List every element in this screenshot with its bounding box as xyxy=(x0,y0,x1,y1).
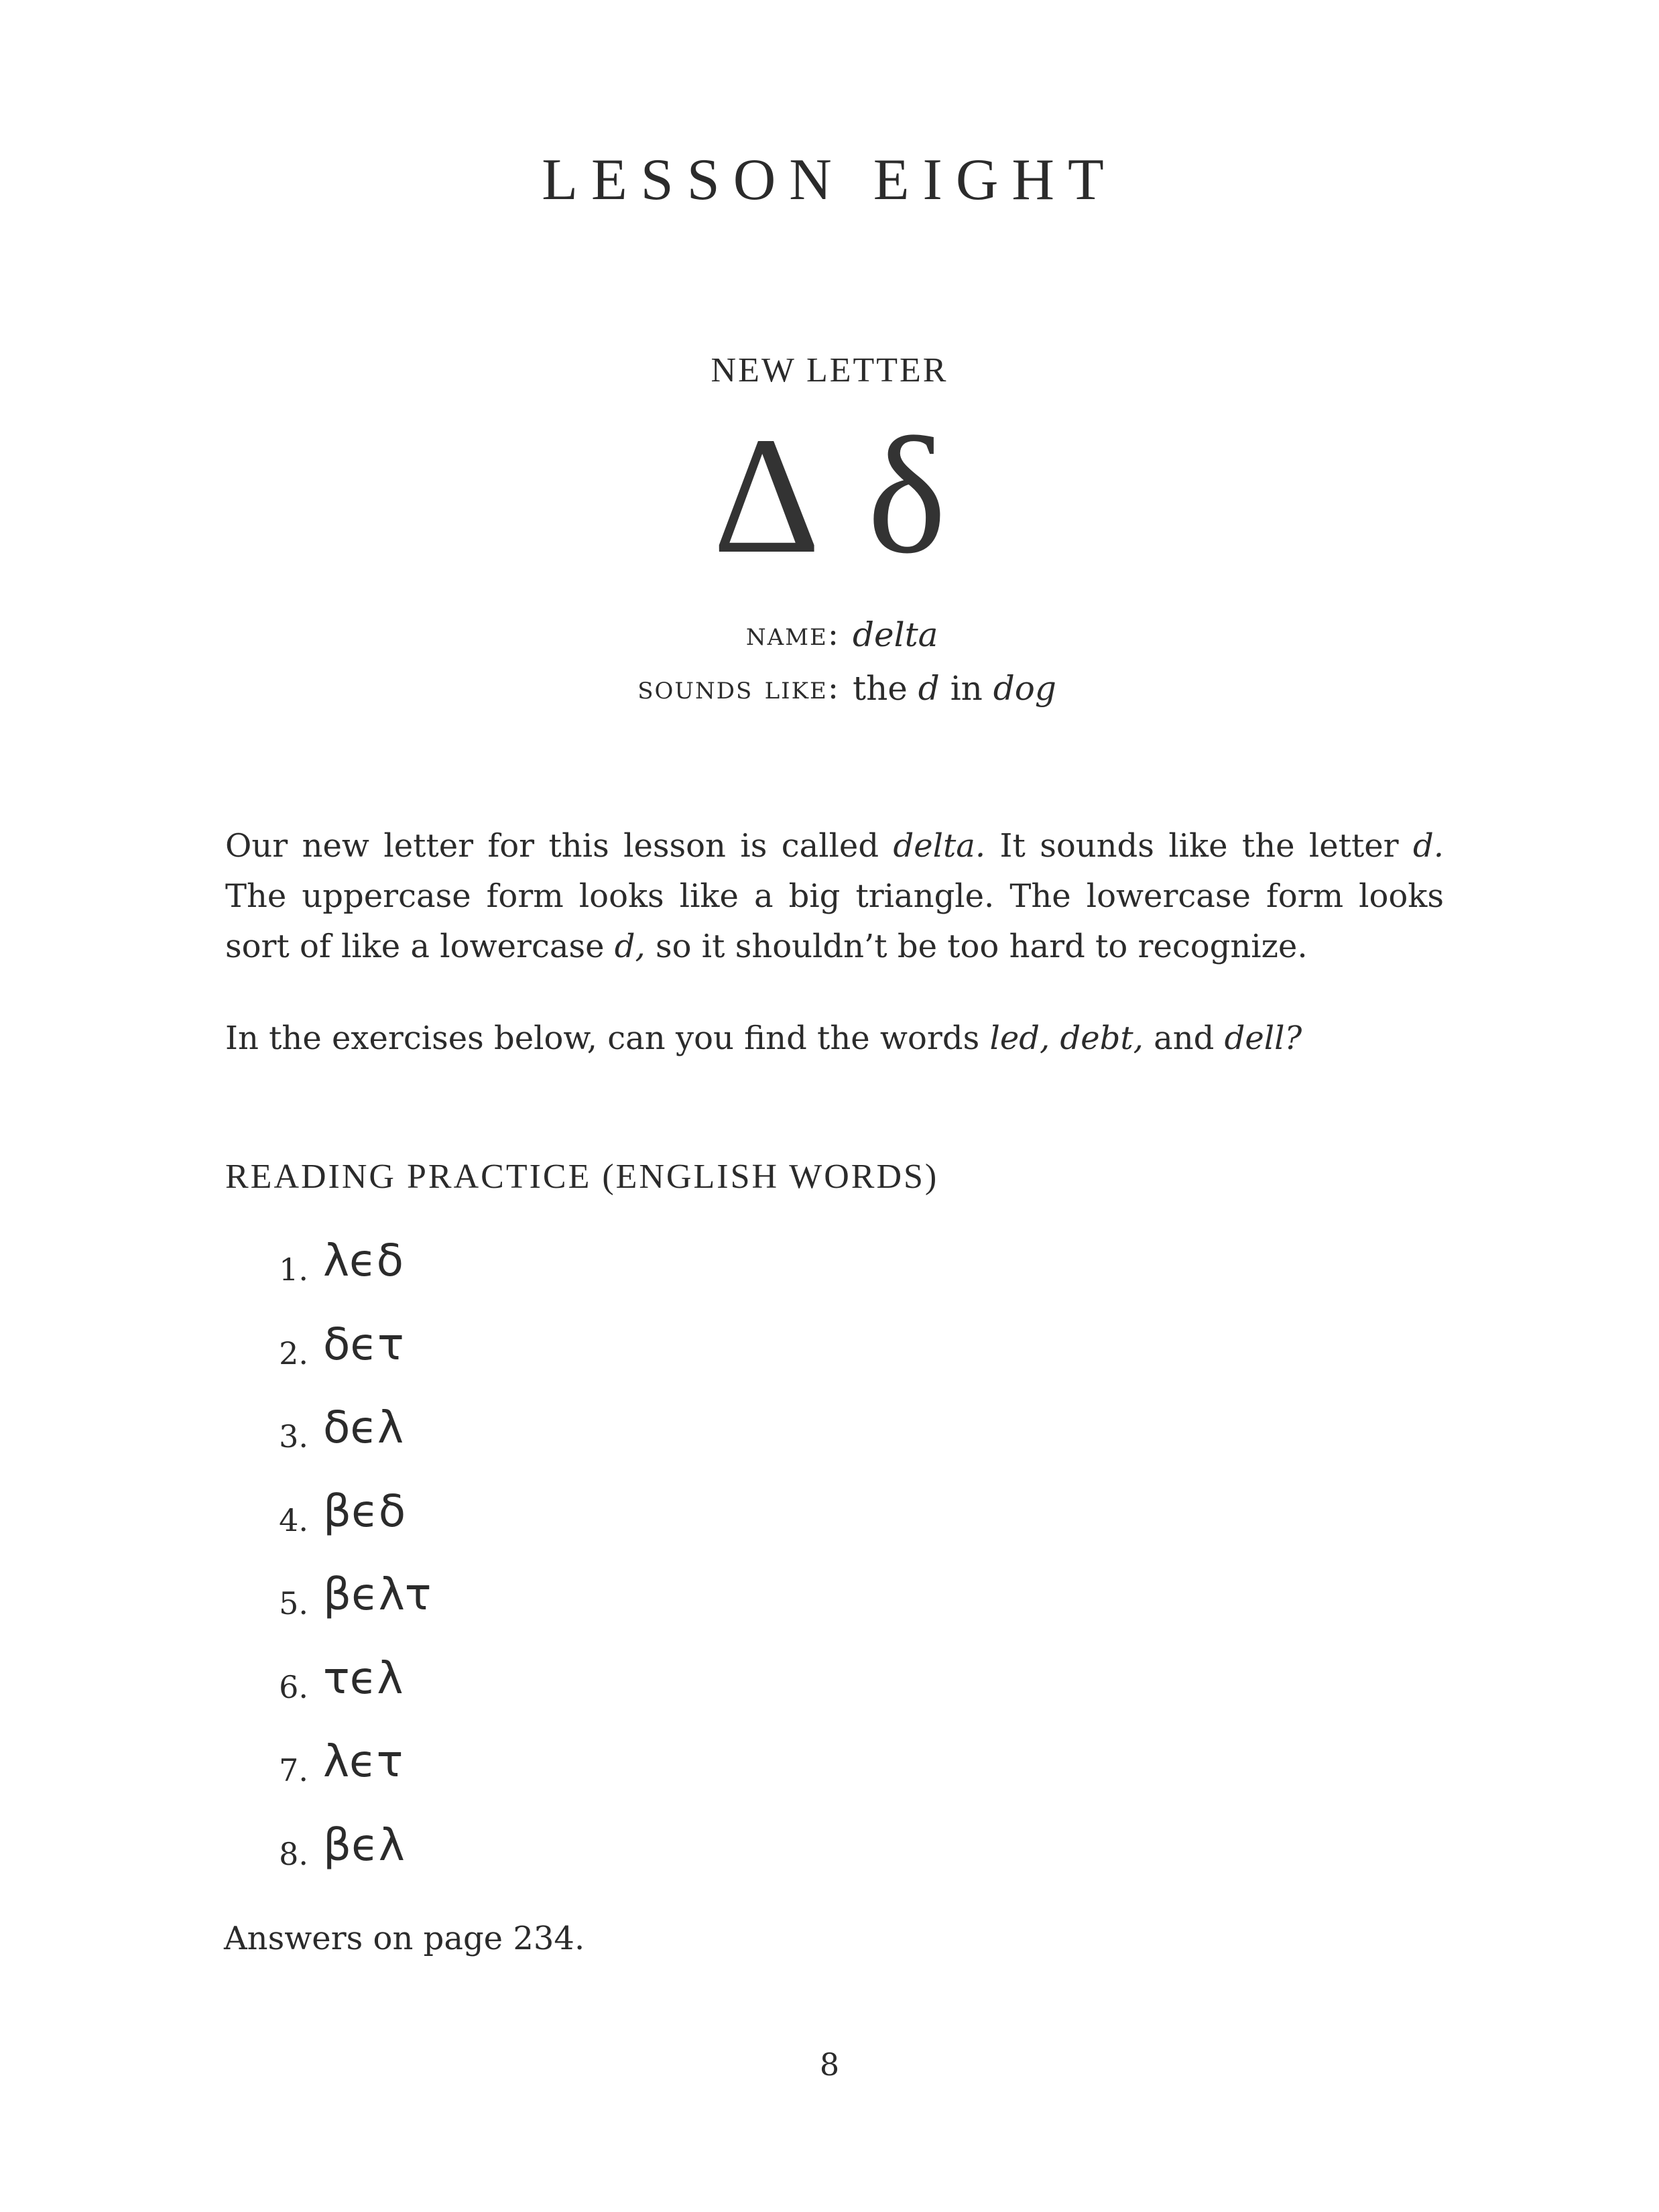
greek-word: λϵτ xyxy=(323,1735,404,1787)
intro-text-2: It sounds like the letter xyxy=(985,827,1414,865)
intro-text-3: The uppercase form looks like a big triangle. The lowercase form looks sort of like a lowercase xyxy=(225,877,1444,965)
item-number: 3. xyxy=(279,1418,308,1455)
prompt-text-2 xyxy=(1050,1020,1060,1057)
item-number: 8. xyxy=(279,1835,308,1872)
sounds-like-label: sounds like: xyxy=(637,669,840,706)
lowercase-letter: δ xyxy=(867,403,946,589)
sounds-word: dog xyxy=(993,669,1056,708)
answers-note: Answers on page 234. xyxy=(224,1920,585,1957)
sounds-mid: in xyxy=(939,669,993,708)
sounds-letter: d xyxy=(918,669,940,708)
sounds-like-value xyxy=(853,669,1056,708)
item-number: 6. xyxy=(279,1668,308,1705)
item-number: 5. xyxy=(279,1585,308,1621)
greek-word: βϵδ xyxy=(323,1485,406,1537)
name-value xyxy=(853,615,938,654)
exercise-prompt-paragraph xyxy=(225,1013,1444,1064)
lesson-title: LESSON EIGHT xyxy=(542,147,1117,212)
new-letter-heading: NEW LETTER xyxy=(711,351,948,389)
item-number: 4. xyxy=(279,1501,308,1538)
prompt-text-3: and xyxy=(1143,1020,1225,1057)
item-number: 1. xyxy=(279,1251,308,1288)
prompt-italic-2: debt, xyxy=(1060,1020,1144,1057)
prompt-italic-1: led, xyxy=(989,1020,1050,1057)
item-number: 7. xyxy=(279,1752,308,1788)
item-number: 2. xyxy=(279,1335,308,1371)
page-number: 8 xyxy=(819,2046,840,2083)
intro-italic-3: d, xyxy=(614,928,646,965)
greek-word: τϵλ xyxy=(323,1652,404,1704)
intro-text-4: so it shouldn’t be too hard to recognize. xyxy=(645,928,1308,965)
prompt-italic-3: dell? xyxy=(1224,1020,1302,1057)
new-letter-display xyxy=(0,403,1659,589)
greek-word: βϵλτ xyxy=(323,1569,432,1620)
name-value-text: delta xyxy=(853,615,938,654)
greek-word: λϵδ xyxy=(323,1235,404,1286)
reading-practice-heading: READING PRACTICE (ENGLISH WORDS) xyxy=(225,1158,939,1196)
name-label: name: xyxy=(745,615,840,653)
greek-word: δϵλ xyxy=(323,1402,404,1453)
prompt-text-1: In the exercises below, can you find the words xyxy=(225,1020,990,1057)
sounds-pre: the xyxy=(853,669,918,708)
intro-italic-2: d. xyxy=(1413,827,1444,865)
intro-text-1: Our new letter for this lesson is called xyxy=(225,827,894,865)
greek-word: βϵλ xyxy=(323,1819,405,1871)
intro-paragraph xyxy=(225,821,1444,972)
greek-word: δϵτ xyxy=(323,1318,404,1370)
uppercase-letter: Δ xyxy=(713,403,820,589)
intro-italic-1: delta. xyxy=(893,827,986,865)
